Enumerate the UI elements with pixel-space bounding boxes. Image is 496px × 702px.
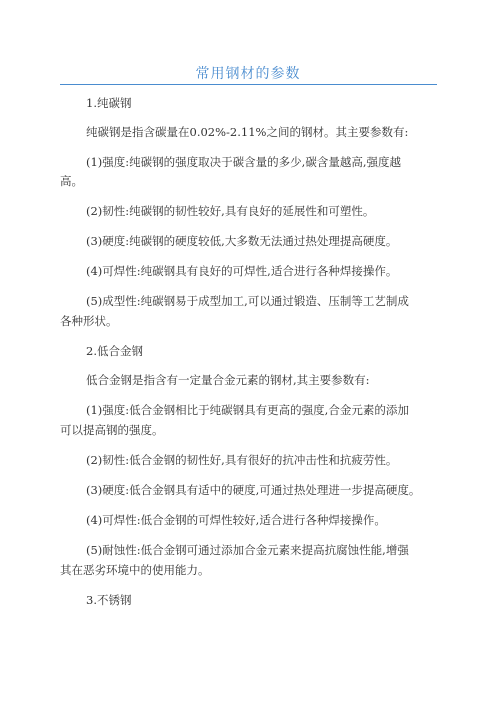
title-underline (60, 84, 437, 85)
document-title: 常用钢材的参数 (195, 66, 301, 82)
section-1-item-5-line-2: 各种形状。 (60, 314, 118, 328)
section-2-item-5-line-1: (5)耐蚀性:低合金钢可通过添加合金元素来提高抗腐蚀性能,增强 (86, 543, 409, 557)
section-heading-3: 3.不锈钢 (86, 593, 132, 607)
section-intro-2: 低合金钢是指含有一定量合金元素的钢材,其主要参数有: (86, 373, 370, 387)
section-1-item-4: (4)可焊性:纯碳钢具有良好的可焊性,适合进行各种焊接操作。 (86, 264, 398, 278)
section-2-item-3: (3)硬度:低合金钢具有适中的硬度,可通过热处理进一步提高硬度。 (86, 483, 421, 497)
section-2-item-4: (4)可焊性:低合金钢的可焊性较好,适合进行各种焊接操作。 (86, 513, 386, 527)
section-1-item-1-line-2: 高。 (60, 174, 83, 188)
section-1-item-5-line-1: (5)成型性:纯碳钢易于成型加工,可以通过锻造、压制等工艺制成 (86, 294, 409, 308)
section-heading-1: 1.纯碳钢 (86, 96, 132, 110)
section-1-item-3: (3)硬度:纯碳钢的硬度较低,大多数无法通过热处理提高硬度。 (86, 234, 398, 248)
section-1-item-1-line-1: (1)强度:纯碳钢的强度取决于碳含量的多少,碳含量越高,强度越 (86, 155, 401, 169)
section-intro-1: 纯碳钢是指含碳量在0.02%-2.11%之间的钢材。其主要参数有: (86, 125, 409, 139)
section-1-item-2: (2)韧性:纯碳钢的韧性较好,具有良好的延展性和可塑性。 (86, 204, 375, 218)
section-2-item-1-line-2: 可以提高钢的强度。 (60, 423, 164, 437)
section-2-item-1-line-1: (1)强度:低合金钢相比于纯碳钢具有更高的强度,合金元素的添加 (86, 403, 409, 417)
section-heading-2: 2.低合金钢 (86, 344, 143, 358)
section-2-item-2: (2)韧性:低合金钢的韧性好,具有很好的抗冲击性和抗疲劳性。 (86, 453, 398, 467)
section-2-item-5-line-2: 其在恶劣环境中的使用能力。 (60, 563, 210, 577)
